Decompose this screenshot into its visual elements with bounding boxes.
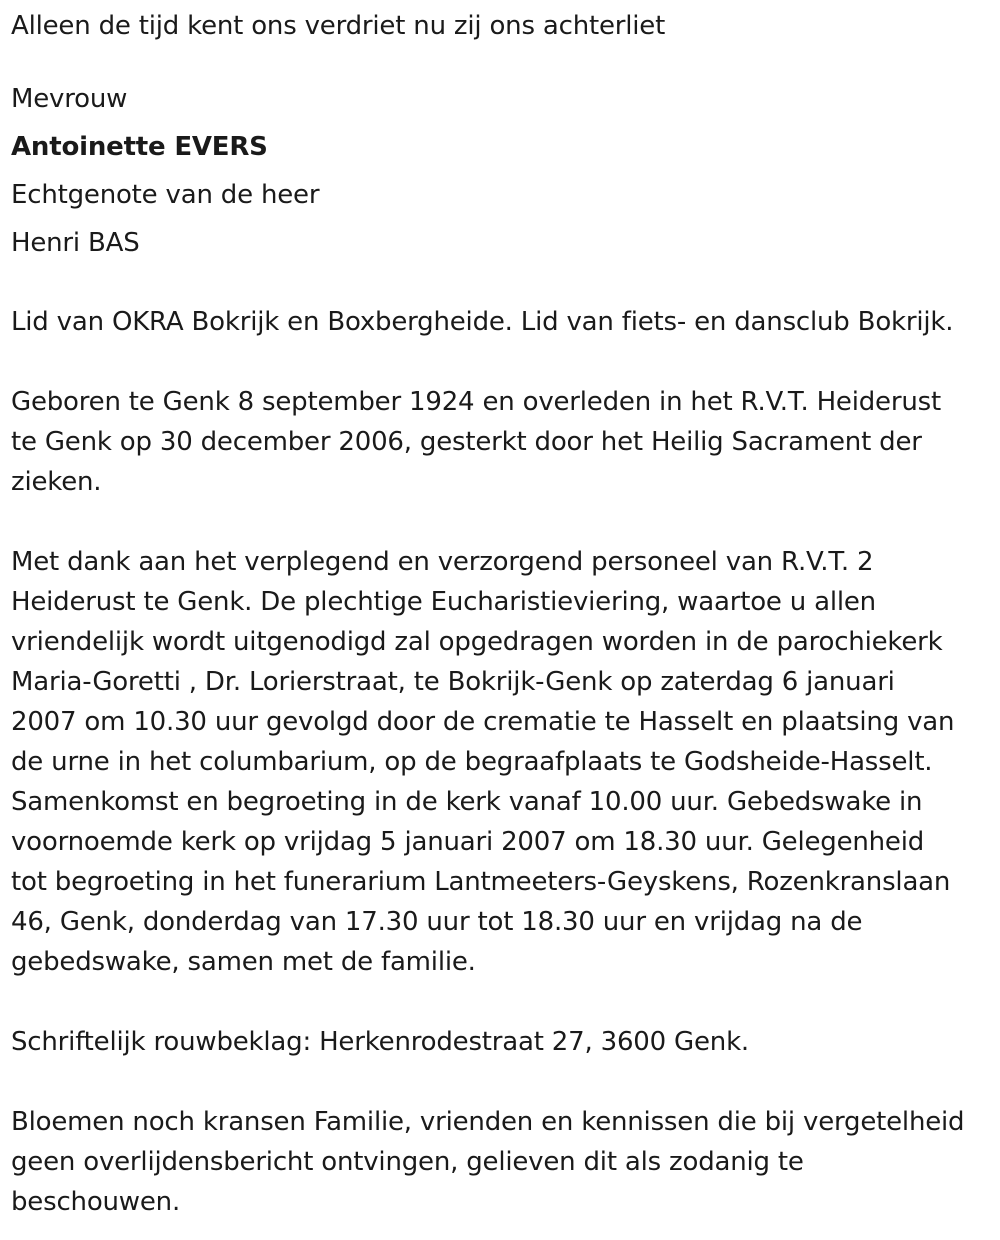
spouse-name: Henri BAS (11, 228, 140, 258)
deceased-block (11, 75, 1000, 267)
paragraph-line: Samenkomst en begroeting in de kerk vanaf 10.00 uur. Gebedswake in (11, 787, 923, 817)
paragraph-line: vriendelijk wordt uitgenodigd zal opgedragen worden in de parochiekerk (11, 627, 943, 657)
obituary-motto: Alleen de tijd kent ons verdriet nu zij ons achterliet (11, 11, 666, 41)
birth-death-paragraph (11, 382, 996, 502)
paragraph-line: de urne in het columbarium, op de begraafplaats te Godsheide-Hasselt. (11, 747, 933, 777)
paragraph-line: 2007 om 10.30 uur gevolgd door de crematie te Hasselt en plaatsing van (11, 707, 955, 737)
service-paragraph (11, 542, 996, 982)
paragraph-line: beschouwen. (11, 1187, 181, 1217)
paragraph-line: tot begroeting in het funerarium Lantmeeters-Geyskens, Rozenkranslaan (11, 867, 951, 897)
salutation: Mevrouw (11, 84, 128, 114)
closing-paragraph (11, 1102, 996, 1222)
membership-paragraph: Lid van OKRA Bokrijk en Boxbergheide. Lid van fiets- en dansclub Bokrijk. (11, 307, 954, 337)
paragraph-line: gebedswake, samen met de familie. (11, 947, 476, 977)
paragraph-line: Heiderust te Genk. De plechtige Eucharistieviering, waartoe u allen (11, 587, 876, 617)
relation-text: Echtgenote van de heer (11, 180, 320, 210)
paragraph-line: Geboren te Genk 8 september 1924 en overleden in het R.V.T. Heiderust (11, 387, 941, 417)
paragraph-line: 46, Genk, donderdag van 17.30 uur tot 18.30 uur en vrijdag na de (11, 907, 863, 937)
paragraph-line: te Genk op 30 december 2006, gesterkt door het Heilig Sacrament der (11, 427, 922, 457)
paragraph-line: geen overlijdensbericht ontvingen, gelieven dit als zodanig te (11, 1147, 804, 1177)
paragraph-line: Bloemen noch kransen Familie, vrienden en kennissen die bij vergetelheid (11, 1107, 965, 1137)
paragraph-line: Maria-Goretti , Dr. Lorierstraat, te Bokrijk-Genk op zaterdag 6 januari (11, 667, 895, 697)
condolences-paragraph: Schriftelijk rouwbeklag: Herkenrodestraat 27, 3600 Genk. (11, 1027, 749, 1057)
paragraph-line: Met dank aan het verplegend en verzorgend personeel van R.V.T. 2 (11, 547, 874, 577)
deceased-name: Antoinette EVERS (11, 132, 268, 162)
paragraph-line: zieken. (11, 467, 102, 497)
paragraph-line: voornoemde kerk op vrijdag 5 januari 2007 om 18.30 uur. Gelegenheid (11, 827, 925, 857)
